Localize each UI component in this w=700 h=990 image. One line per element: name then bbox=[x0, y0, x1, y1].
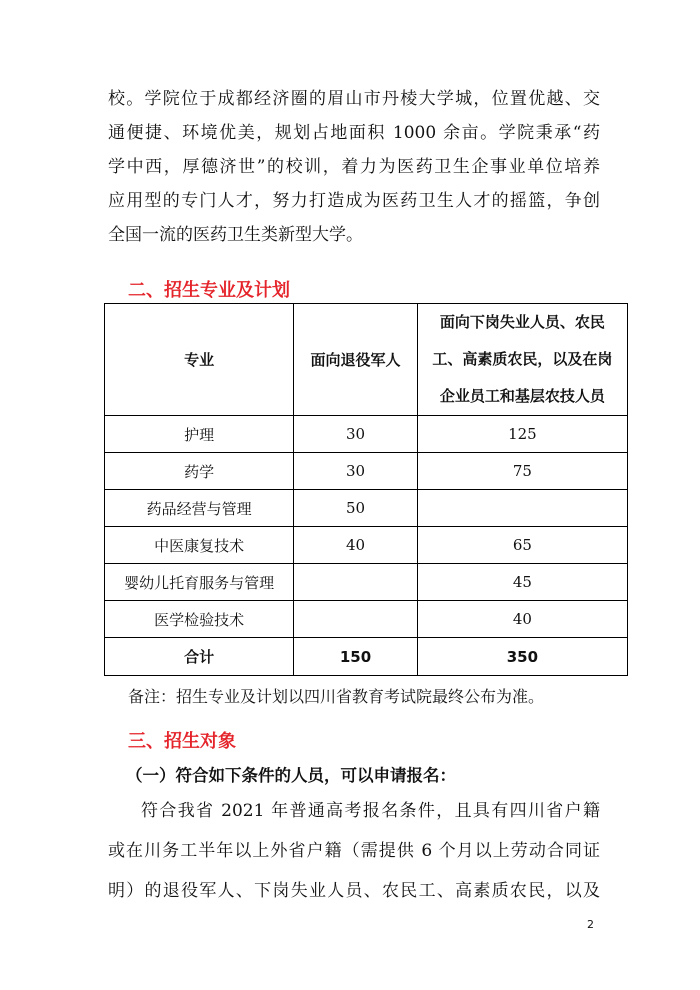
cell-major: 药品经营与管理 bbox=[105, 490, 294, 527]
header-others bbox=[417, 304, 627, 416]
table-total-row bbox=[105, 638, 628, 676]
intro-line: 校。学院位于成都经济圈的眉山市丹棱大学城，位置优越、交 bbox=[108, 89, 600, 109]
cell-major: 药学 bbox=[105, 453, 294, 490]
eligibility-line: 或在川务工半年以上外省户籍（需提供 6 个月以上劳动合同证 bbox=[108, 841, 600, 861]
header-others-line: 面向下岗失业人员、农民 bbox=[439, 313, 605, 331]
enrollment-plan-table bbox=[104, 303, 628, 676]
page-number: 2 bbox=[587, 918, 594, 931]
subsection-title: （一）符合如下条件的人员，可以申请报名： bbox=[126, 766, 456, 785]
eligibility-line: 符合我省 2021 年普通高考报名条件，且具有四川省户籍 bbox=[141, 801, 600, 821]
header-others-line: 企业员工和基层农技人员 bbox=[439, 387, 605, 405]
cell-others: 75 bbox=[417, 453, 627, 490]
intro-line: 学中西，厚德济世”的校训，着力为医药卫生企事业单位培养 bbox=[108, 157, 600, 177]
cell-veterans: 30 bbox=[294, 453, 418, 490]
table-note: 备注：招生专业及计划以四川省教育考试院最终公布为准。 bbox=[128, 687, 545, 706]
intro-paragraph bbox=[108, 82, 600, 252]
cell-veterans bbox=[294, 601, 418, 638]
table-row bbox=[105, 490, 628, 527]
section-title-enrollment-targets: 三、招生对象 bbox=[128, 731, 236, 752]
intro-line: 通便捷、环境优美，规划占地面积 1000 余亩。学院秉承“药 bbox=[108, 123, 600, 143]
total-label: 合计 bbox=[105, 638, 294, 676]
header-major: 专业 bbox=[105, 304, 294, 416]
table-row bbox=[105, 564, 628, 601]
table-row bbox=[105, 453, 628, 490]
cell-major: 婴幼儿托育服务与管理 bbox=[105, 564, 294, 601]
intro-line: 应用型的专门人才，努力打造成为医药卫生人才的摇篮，争创 bbox=[108, 191, 600, 211]
table-row bbox=[105, 527, 628, 564]
cell-veterans: 40 bbox=[294, 527, 418, 564]
eligibility-line: 明）的退役军人、下岗失业人员、农民工、高素质农民，以及 bbox=[108, 881, 600, 901]
cell-others: 40 bbox=[417, 601, 627, 638]
cell-others bbox=[417, 490, 627, 527]
cell-major: 医学检验技术 bbox=[105, 601, 294, 638]
header-others-line: 工、高素质农民，以及在岗 bbox=[432, 350, 613, 368]
cell-veterans: 50 bbox=[294, 490, 418, 527]
header-veterans: 面向退役军人 bbox=[294, 304, 418, 416]
cell-major: 中医康复技术 bbox=[105, 527, 294, 564]
cell-veterans bbox=[294, 564, 418, 601]
table-row bbox=[105, 416, 628, 453]
table-header-row bbox=[105, 304, 628, 416]
total-veterans: 150 bbox=[294, 638, 418, 676]
cell-others: 65 bbox=[417, 527, 627, 564]
cell-veterans: 30 bbox=[294, 416, 418, 453]
cell-others: 45 bbox=[417, 564, 627, 601]
cell-others: 125 bbox=[417, 416, 627, 453]
table-row bbox=[105, 601, 628, 638]
intro-line: 全国一流的医药卫生类新型大学。 bbox=[108, 225, 363, 245]
eligibility-paragraph bbox=[108, 791, 600, 911]
cell-major: 护理 bbox=[105, 416, 294, 453]
total-others: 350 bbox=[417, 638, 627, 676]
section-title-enrollment-plan: 二、招生专业及计划 bbox=[128, 280, 290, 301]
